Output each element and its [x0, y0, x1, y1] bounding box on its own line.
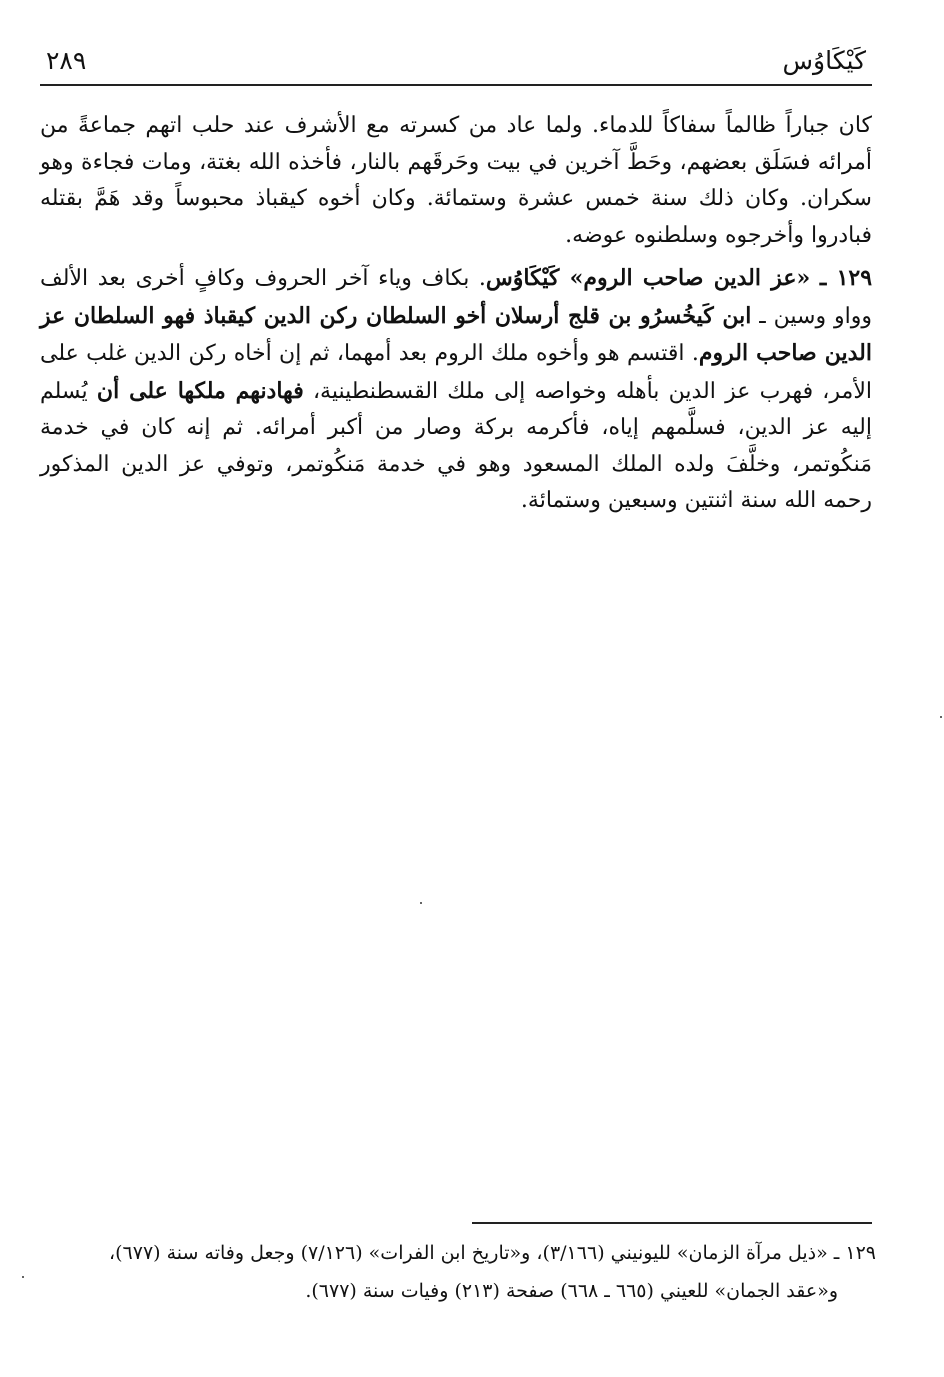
- entry-lineage: ابن كَيخُسرُو بن قلج أرسلان أخو السلطان ركن الدين كيقباذ فهو السلطان عز الدين صاحب الروم: [40, 302, 873, 366]
- entry-text-1: . اقتسم هو وأخوه ملك الروم بعد أمهما، ثم إن أخاه ركن الدين غلب على الأمر، فهرب عز الدين بأهله وخواصه إلى ملك القسطنطينية،: [40, 341, 872, 404]
- entry-spelling: . بكاف وياء آخر الحروف وكافٍ أخرى بعد الألف وواو وسين ـ: [40, 266, 872, 329]
- scan-speck: [420, 902, 422, 904]
- footnotes: [40, 1234, 876, 1310]
- running-title: كَيْكَاوُس: [782, 46, 866, 75]
- entry-bold-inline: فهادنهم ملكها على أن: [96, 377, 304, 404]
- entry-number: ١٢٩ ـ: [819, 265, 873, 291]
- footnote-line-2: و«عقد الجمان» للعيني (٦٦٥ ـ ٦٦٨) صفحة (٢١٣) وفيات سنة (٦٧٧).: [305, 1280, 838, 1302]
- paragraph-previous-entry: كان جباراً ظالماً سفاكاً للدماء. ولما عاد من كسرته مع الأشرف عند حلب اتهم جماعةً من أمرائه فسَلَق بعضهم، وحَطَّ آخرين في بيت وحَرقَهم بالنار، فأخذه الله بغتة، ومات فجاءة وهو سكران. وكان ذلك سنة خمس عشرة وستمائة. وكان أخوه كيقباذ محبوساً وقد هَمَّ بقتله فبادروا وأخرجوه وسلطنوه عوضه.: [40, 113, 872, 248]
- footnote-separator: [472, 1222, 872, 1224]
- page-header: [40, 40, 872, 86]
- scan-speck: [940, 716, 942, 718]
- main-text: [40, 108, 872, 520]
- entry-title: «عز الدين صاحب الروم» كَيْكَاوُس: [485, 265, 811, 291]
- footnote-line-1: ١٢٩ ـ «ذيل مرآة الزمان» لليونيني (٣/١٦٦)، و«تاريخ ابن الفرات» (٧/١٢٦) وجعل وفاته سنة (٦٧٧)،: [109, 1242, 876, 1264]
- entry-129: [40, 260, 872, 520]
- page-number: ٢٨٩: [46, 46, 87, 75]
- entry-text-2: يُسلم إليه عز الدين، فسلَّمهم إياه، فأكرمه بركة وصار من أكبر أمرائه. ثم إنه كان في خدمة مَنكُوتمر، وخلَّفَ ولده الملك المسعود وهو في خدمة مَنكُوتمر، وتوفي عز الدين المذكور رحمه الله سنة اثنتين وسبعين وستمائة.: [40, 378, 872, 513]
- scan-speck: [22, 1276, 24, 1278]
